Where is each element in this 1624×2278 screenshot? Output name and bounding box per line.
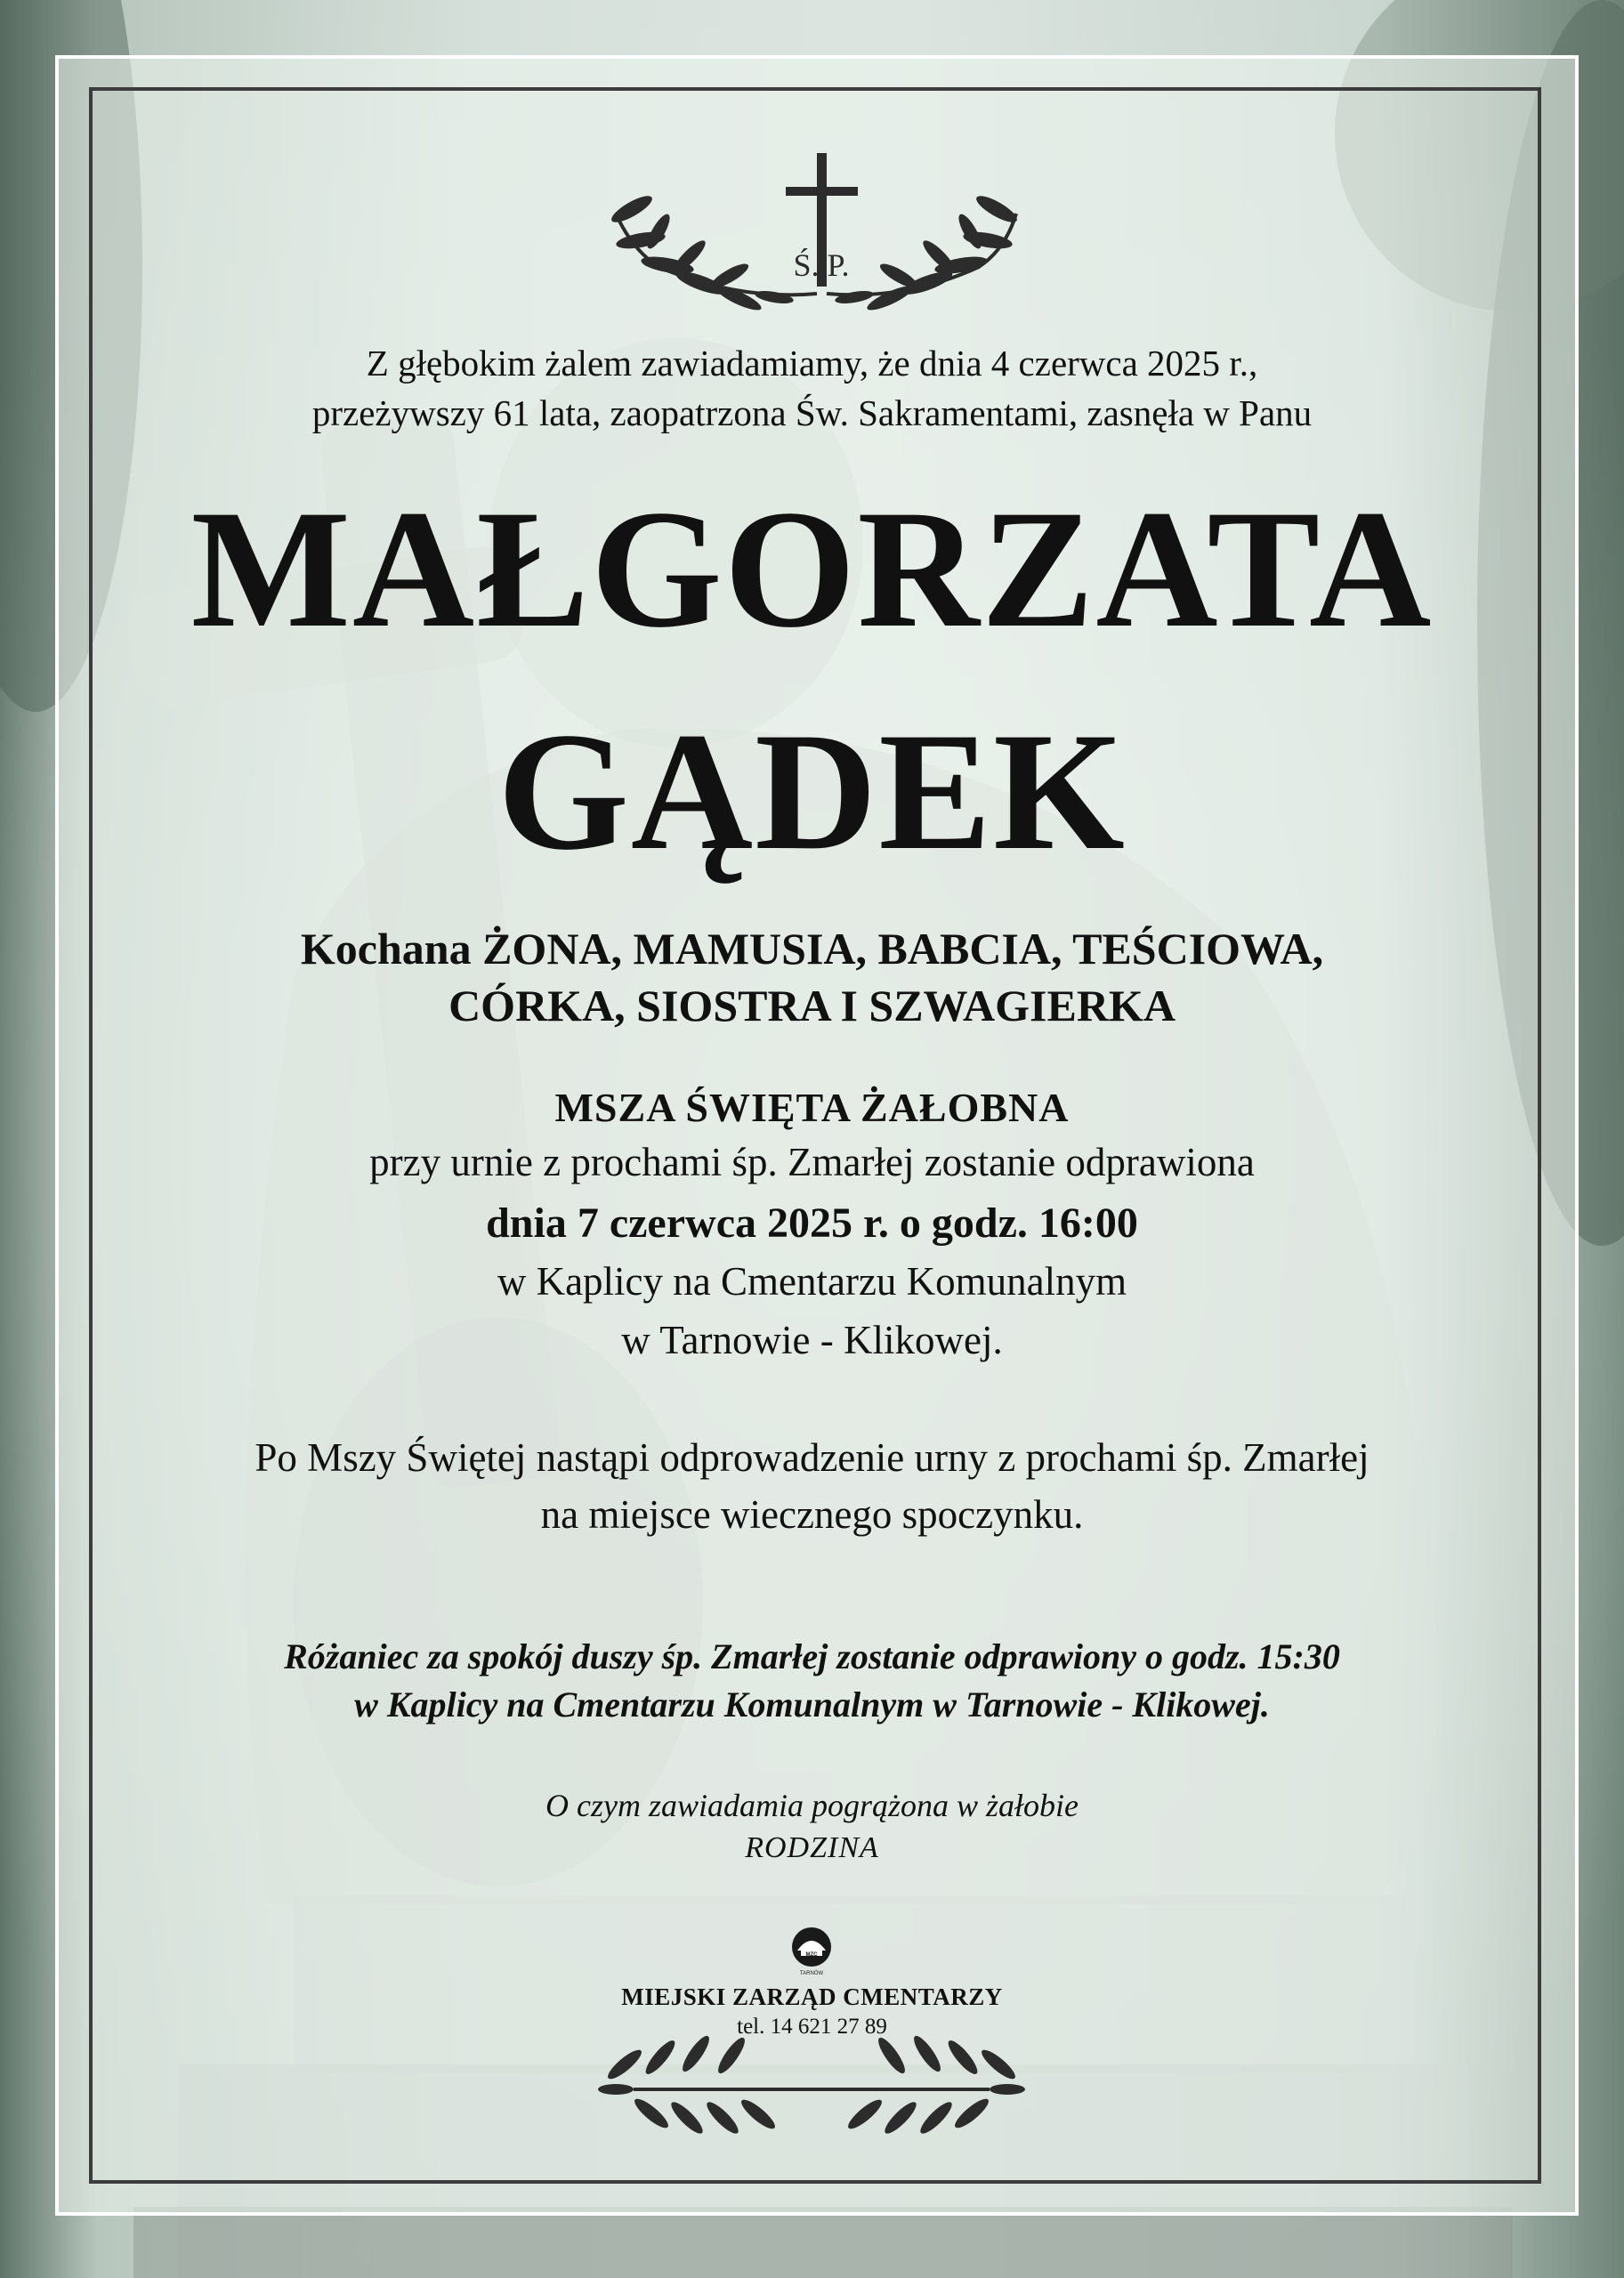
bottom-right-laurel-icon [844, 2032, 1025, 2137]
svg-text:MZC: MZC [805, 1952, 818, 1958]
mzc-logo-icon [785, 1924, 838, 1977]
last-name: GĄDEK [497, 699, 1127, 885]
mass-line: przy urnie z prochami śp. Zmarłej zostanie odprawiona [369, 1140, 1255, 1184]
closing-text: O czym zawiadamia pogrążona w żałobie [545, 1788, 1079, 1823]
rosary-text [0, 1633, 1624, 1729]
after-mass-text [0, 1429, 1624, 1543]
intro-line: Z głębokim żalem zawiadamiamy, że dnia 4 czerwca 2025 r., [366, 343, 1258, 384]
after-mass-line: Po Mszy Świętej nastąpi odprowadzenie urny z prochami śp. Zmarłej [255, 1435, 1369, 1480]
intro-text [0, 338, 1624, 438]
rosary-line: w Kaplicy na Cmentarzu Komunalnym w Tarnowie - Klikowej. [354, 1684, 1270, 1725]
roles-line: Kochana ŻONA, MAMUSIA, BABCIA, TEŚCIOWA, [300, 924, 1324, 973]
bottom-laurel-ornament [598, 2029, 1025, 2145]
intro-line: przeżywszy 61 lata, zaopatrzona Św. Sakramentami, zasnęła w Panu [311, 392, 1313, 433]
initials: Ś. P. [793, 247, 850, 283]
mass-location: w Kaplicy na Cmentarzu Komunalnym [497, 1259, 1127, 1304]
mass-title: MSZA ŚWIĘTA ŻAŁOBNA [554, 1085, 1070, 1130]
family-roles [0, 920, 1624, 1034]
mass-date: dnia 7 czerwca 2025 r. o godz. 16:00 [486, 1200, 1138, 1247]
left-laurel-icon [608, 191, 794, 311]
cross-laurel-ornament [605, 142, 1023, 311]
after-mass-line: na miejsce wiecznego spoczynku. [540, 1492, 1084, 1537]
first-name: MAŁGORZATA [190, 476, 1434, 663]
roles-line: CÓRKA, SIOSTRA I SZWAGIERKA [448, 981, 1176, 1030]
right-laurel-icon [834, 191, 1020, 311]
rosary-line: Różaniec za spokój duszy śp. Zmarłej zostanie odprawiony o godz. 15:30 [284, 1636, 1340, 1676]
mass-location-city: w Tarnowie - Klikowej. [621, 1318, 1003, 1362]
svg-text:TARNÓW: TARNÓW [799, 1971, 824, 1976]
organization-phone: tel. 14 621 27 89 [737, 2015, 887, 2039]
bottom-left-laurel-icon [598, 2032, 779, 2137]
family-signature: RODZINA [745, 1831, 879, 1864]
organization-name: MIEJSKI ZARZĄD CMENTARZY [621, 1983, 1003, 2010]
